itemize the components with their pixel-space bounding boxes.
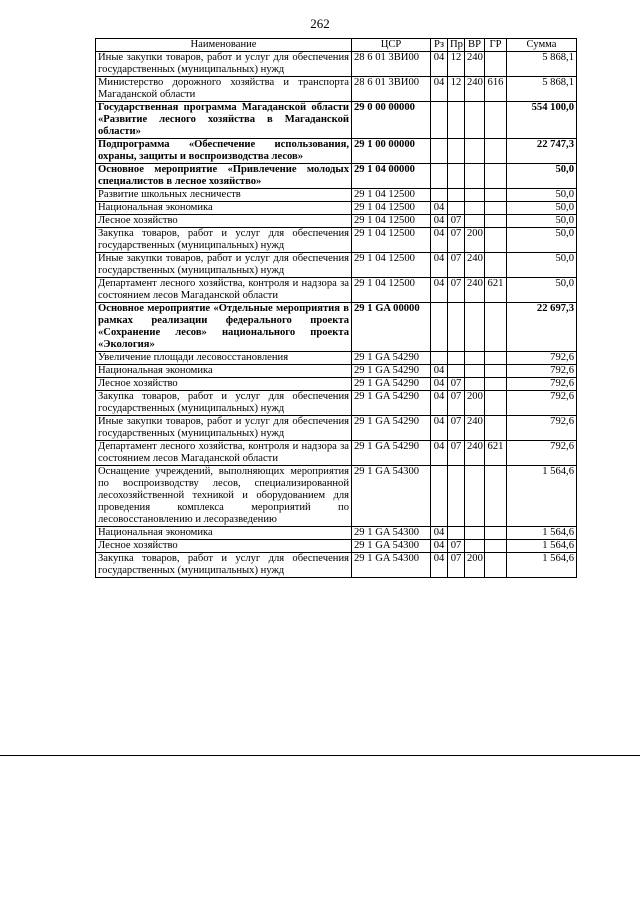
- row-csr: 29 1 04 12500: [352, 202, 431, 215]
- row-gr: [485, 391, 507, 416]
- row-sum: 1 564,6: [507, 553, 577, 578]
- row-sum: 792,6: [507, 441, 577, 466]
- row-vr: 200: [465, 553, 485, 578]
- row-rz: 04: [431, 553, 448, 578]
- row-gr: [485, 303, 507, 352]
- row-name: Лесное хозяйство: [96, 215, 352, 228]
- table-row: [96, 52, 577, 77]
- table-row: [96, 164, 577, 189]
- row-name: Иные закупки товаров, работ и услуг для обеспечения государственных (муниципальных) нужд: [96, 416, 352, 441]
- row-name: Закупка товаров, работ и услуг для обеспечения государственных (муниципальных) нужд: [96, 228, 352, 253]
- table-row: [96, 391, 577, 416]
- row-gr: 621: [485, 441, 507, 466]
- row-gr: [485, 202, 507, 215]
- table-row: [96, 378, 577, 391]
- row-sum: 554 100,0: [507, 102, 577, 139]
- row-vr: [465, 378, 485, 391]
- row-gr: 616: [485, 77, 507, 102]
- row-vr: [465, 102, 485, 139]
- table-row: [96, 77, 577, 102]
- row-pr: 07: [448, 215, 465, 228]
- row-csr: 29 1 GA 54300: [352, 553, 431, 578]
- row-gr: [485, 527, 507, 540]
- row-sum: 50,0: [507, 278, 577, 303]
- row-sum: 50,0: [507, 253, 577, 278]
- row-gr: [485, 352, 507, 365]
- table-row: [96, 365, 577, 378]
- row-name: Оснащение учреждений, выполняющих мероприятия по воспроизводству лесов, специализированной лесохозяйственной техникой и оборудованием для проведения комплекса мероприятий по лесовосстановлению и лесоразведению: [96, 466, 352, 527]
- bottom-divider: [0, 755, 640, 756]
- row-sum: 50,0: [507, 164, 577, 189]
- row-gr: [485, 164, 507, 189]
- row-csr: 29 1 04 12500: [352, 278, 431, 303]
- row-csr: 29 1 04 00000: [352, 164, 431, 189]
- row-vr: [465, 202, 485, 215]
- row-gr: [485, 416, 507, 441]
- row-rz: [431, 164, 448, 189]
- row-vr: 240: [465, 416, 485, 441]
- page-number: 262: [310, 16, 330, 31]
- row-csr: 29 1 GA 54290: [352, 441, 431, 466]
- header-gr: ГР: [485, 39, 507, 52]
- row-rz: 04: [431, 215, 448, 228]
- row-pr: 07: [448, 253, 465, 278]
- row-name: Национальная экономика: [96, 527, 352, 540]
- row-gr: [485, 102, 507, 139]
- row-csr: 29 1 GA 54290: [352, 391, 431, 416]
- row-pr: 07: [448, 416, 465, 441]
- row-rz: 04: [431, 278, 448, 303]
- row-gr: [485, 228, 507, 253]
- row-vr: 200: [465, 391, 485, 416]
- row-rz: [431, 139, 448, 164]
- row-name: Основное мероприятие «Привлечение молодых специалистов в лесное хозяйство»: [96, 164, 352, 189]
- row-pr: [448, 202, 465, 215]
- row-rz: 04: [431, 365, 448, 378]
- row-csr: 29 1 GA 54300: [352, 527, 431, 540]
- row-pr: 07: [448, 278, 465, 303]
- header-pr: Пр: [448, 39, 465, 52]
- row-sum: 50,0: [507, 202, 577, 215]
- row-rz: 04: [431, 378, 448, 391]
- row-vr: 240: [465, 253, 485, 278]
- row-rz: [431, 303, 448, 352]
- row-pr: 12: [448, 52, 465, 77]
- row-sum: 792,6: [507, 391, 577, 416]
- row-csr: 28 6 01 3ВИ00: [352, 77, 431, 102]
- budget-table: [95, 38, 577, 578]
- row-gr: [485, 253, 507, 278]
- row-rz: 04: [431, 52, 448, 77]
- row-pr: [448, 139, 465, 164]
- row-name: Департамент лесного хозяйства, контроля и надзора за состоянием лесов Магаданской области: [96, 278, 352, 303]
- row-pr: 07: [448, 540, 465, 553]
- row-vr: [465, 215, 485, 228]
- row-csr: 29 1 04 12500: [352, 189, 431, 202]
- table-row: [96, 441, 577, 466]
- row-rz: [431, 352, 448, 365]
- row-sum: 5 868,1: [507, 77, 577, 102]
- row-sum: 792,6: [507, 352, 577, 365]
- row-name: Департамент лесного хозяйства, контроля и надзора за состоянием лесов Магаданской области: [96, 441, 352, 466]
- row-name: Развитие школьных лесничеств: [96, 189, 352, 202]
- row-sum: 792,6: [507, 378, 577, 391]
- table-row: [96, 102, 577, 139]
- row-rz: 04: [431, 253, 448, 278]
- row-rz: 04: [431, 228, 448, 253]
- row-sum: 22 747,3: [507, 139, 577, 164]
- table-row: [96, 139, 577, 164]
- row-rz: [431, 102, 448, 139]
- row-csr: 29 1 GA 54290: [352, 416, 431, 441]
- row-pr: [448, 466, 465, 527]
- table-row: [96, 540, 577, 553]
- row-rz: 04: [431, 391, 448, 416]
- row-csr: 29 1 GA 54300: [352, 466, 431, 527]
- row-sum: 792,6: [507, 416, 577, 441]
- row-name: Увеличение площади лесовосстановления: [96, 352, 352, 365]
- row-vr: [465, 540, 485, 553]
- row-csr: 29 1 GA 54290: [352, 365, 431, 378]
- table-row: [96, 553, 577, 578]
- header-csr: ЦСР: [352, 39, 431, 52]
- row-vr: [465, 139, 485, 164]
- row-vr: [465, 303, 485, 352]
- row-name: Основное мероприятие «Отдельные мероприятия в рамках реализации федерального проекта «Сохранение лесов» национального проекта «Экология»: [96, 303, 352, 352]
- row-csr: 29 1 GA 54290: [352, 378, 431, 391]
- row-gr: [485, 378, 507, 391]
- row-pr: [448, 102, 465, 139]
- header-name: Наименование: [96, 39, 352, 52]
- row-csr: 29 0 00 00000: [352, 102, 431, 139]
- row-pr: 07: [448, 228, 465, 253]
- row-sum: 1 564,6: [507, 540, 577, 553]
- row-vr: [465, 189, 485, 202]
- row-rz: 04: [431, 416, 448, 441]
- row-sum: 22 697,3: [507, 303, 577, 352]
- row-sum: 792,6: [507, 365, 577, 378]
- row-gr: 621: [485, 278, 507, 303]
- row-gr: [485, 365, 507, 378]
- row-pr: 12: [448, 77, 465, 102]
- row-name: Национальная экономика: [96, 202, 352, 215]
- table-row: [96, 303, 577, 352]
- table-row: [96, 278, 577, 303]
- row-pr: 07: [448, 553, 465, 578]
- row-sum: 1 564,6: [507, 527, 577, 540]
- table-row: [96, 416, 577, 441]
- row-vr: [465, 365, 485, 378]
- row-pr: 07: [448, 378, 465, 391]
- row-csr: 28 6 01 3ВИ00: [352, 52, 431, 77]
- row-name: Закупка товаров, работ и услуг для обеспечения государственных (муниципальных) нужд: [96, 391, 352, 416]
- row-gr: [485, 540, 507, 553]
- table-row: [96, 466, 577, 527]
- row-gr: [485, 189, 507, 202]
- header-vr: ВР: [465, 39, 485, 52]
- row-vr: [465, 164, 485, 189]
- row-name: Иные закупки товаров, работ и услуг для обеспечения государственных (муниципальных) нужд: [96, 52, 352, 77]
- table-row: [96, 189, 577, 202]
- row-vr: 240: [465, 278, 485, 303]
- row-name: Государственная программа Магаданской области «Развитие лесного хозяйства в Магаданской области»: [96, 102, 352, 139]
- row-rz: [431, 189, 448, 202]
- row-rz: 04: [431, 77, 448, 102]
- row-vr: [465, 527, 485, 540]
- row-name: Закупка товаров, работ и услуг для обеспечения государственных (муниципальных) нужд: [96, 553, 352, 578]
- row-gr: [485, 215, 507, 228]
- row-vr: 240: [465, 441, 485, 466]
- row-vr: [465, 466, 485, 527]
- row-sum: 50,0: [507, 189, 577, 202]
- header-sum: Сумма: [507, 39, 577, 52]
- header-rz: Рз: [431, 39, 448, 52]
- row-pr: [448, 527, 465, 540]
- table-header-row: [96, 39, 577, 52]
- row-rz: 04: [431, 441, 448, 466]
- row-pr: [448, 303, 465, 352]
- row-name: Министерство дорожного хозяйства и транспорта Магаданской области: [96, 77, 352, 102]
- row-rz: 04: [431, 527, 448, 540]
- row-name: Иные закупки товаров, работ и услуг для обеспечения государственных (муниципальных) нужд: [96, 253, 352, 278]
- row-name: Подпрограмма «Обеспечение использования, охраны, защиты и воспроизводства лесов»: [96, 139, 352, 164]
- row-name: Лесное хозяйство: [96, 378, 352, 391]
- row-vr: [465, 352, 485, 365]
- row-pr: [448, 189, 465, 202]
- row-sum: 1 564,6: [507, 466, 577, 527]
- row-vr: 200: [465, 228, 485, 253]
- row-pr: 07: [448, 441, 465, 466]
- row-csr: 29 1 04 12500: [352, 253, 431, 278]
- row-rz: 04: [431, 202, 448, 215]
- row-vr: 240: [465, 52, 485, 77]
- row-rz: 04: [431, 540, 448, 553]
- row-name: Национальная экономика: [96, 365, 352, 378]
- row-sum: 50,0: [507, 228, 577, 253]
- row-csr: 29 1 GA 54290: [352, 352, 431, 365]
- row-csr: 29 1 GA 54300: [352, 540, 431, 553]
- row-csr: 29 1 GA 00000: [352, 303, 431, 352]
- row-pr: [448, 352, 465, 365]
- table-body: [96, 52, 577, 578]
- row-pr: [448, 365, 465, 378]
- row-rz: [431, 466, 448, 527]
- row-gr: [485, 139, 507, 164]
- row-vr: 240: [465, 77, 485, 102]
- table-row: [96, 352, 577, 365]
- row-csr: 29 1 04 12500: [352, 228, 431, 253]
- row-gr: [485, 466, 507, 527]
- table-row: [96, 202, 577, 215]
- row-sum: 50,0: [507, 215, 577, 228]
- table-row: [96, 527, 577, 540]
- row-name: Лесное хозяйство: [96, 540, 352, 553]
- row-pr: 07: [448, 391, 465, 416]
- row-csr: 29 1 04 12500: [352, 215, 431, 228]
- table-row: [96, 253, 577, 278]
- row-pr: [448, 164, 465, 189]
- table-row: [96, 215, 577, 228]
- row-sum: 5 868,1: [507, 52, 577, 77]
- table-row: [96, 228, 577, 253]
- row-gr: [485, 553, 507, 578]
- row-gr: [485, 52, 507, 77]
- row-csr: 29 1 00 00000: [352, 139, 431, 164]
